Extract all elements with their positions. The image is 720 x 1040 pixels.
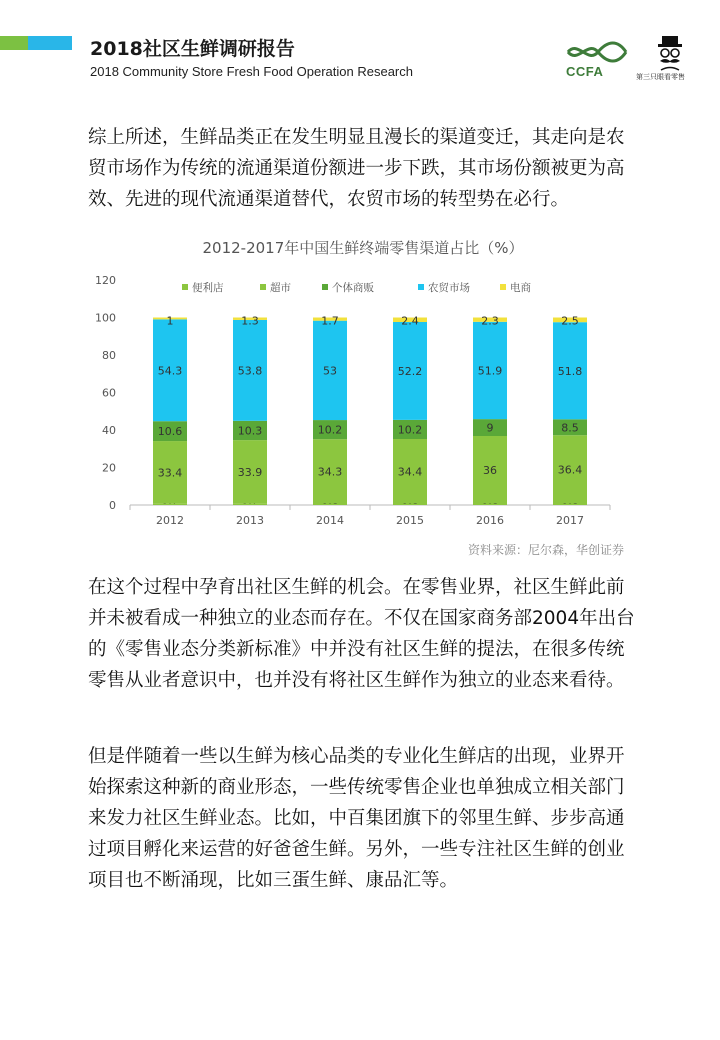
y-tick-label: 0 <box>109 499 116 512</box>
data-label: 10.2 <box>397 423 423 437</box>
y-tick-label: 80 <box>102 349 116 362</box>
data-label: 10.2 <box>317 423 343 437</box>
data-label: 1.7 <box>321 314 339 328</box>
legend-swatch <box>418 284 424 290</box>
header-accent-blue <box>28 36 72 50</box>
legend-label: 个体商贩 <box>332 282 374 294</box>
legend-label: 超市 <box>270 282 291 294</box>
paragraph-opportunity: 在这个过程中孕育出社区生鲜的机会。在零售业界，社区生鲜此前并未被看成一种独立的业态而存在。不仅在国家商务部2004年出台的《零售业态分类新标准》中并没有社区生鲜的提法，在很多传统零售从业者意识中，也并没有将社区生鲜作为独立的业态来看待。 <box>88 577 635 691</box>
data-label: 51.8 <box>557 364 583 378</box>
data-label: 1 <box>166 314 174 328</box>
x-tick-label: 2012 <box>156 514 184 527</box>
data-label: 10.6 <box>157 425 183 439</box>
mustache-man-logo-icon <box>650 34 690 72</box>
legend-label: 电商 <box>510 282 531 294</box>
header-accent-green <box>0 36 28 50</box>
data-label: 36.4 <box>557 463 583 477</box>
legend-swatch <box>500 284 506 290</box>
y-tick-label: 100 <box>95 311 116 325</box>
data-label: 53.8 <box>237 364 263 378</box>
data-label: 2.3 <box>481 314 499 328</box>
data-label: 54.3 <box>157 364 183 378</box>
paragraph-summary: 综上所述，生鲜品类正在发生明显且漫长的渠道变迁，其走向是农贸市场作为传统的流通渠道份额进一步下跌，其市场份额被更为高效、先进的现代流通渠道替代，农贸市场的转型势在必行。 <box>88 127 625 210</box>
x-tick-label: 2016 <box>476 514 504 527</box>
data-label: 1.3 <box>241 314 259 328</box>
data-label: 34.3 <box>317 465 343 479</box>
x-tick-label: 2014 <box>316 514 344 527</box>
x-tick-label: 2017 <box>556 514 584 527</box>
chart-title: 2012-2017年中国生鲜终端零售渠道占比（%） <box>202 239 524 257</box>
data-label: 33.9 <box>237 465 263 479</box>
y-tick-label: 120 <box>95 274 116 287</box>
data-label: 34.4 <box>397 465 423 479</box>
data-label: 51.9 <box>477 364 503 378</box>
channel-share-chart <box>90 228 636 568</box>
legend-label: 便利店 <box>192 282 224 294</box>
data-label: 36 <box>483 463 497 477</box>
data-label: 2.5 <box>561 314 579 328</box>
chart-source: 资料来源：尼尔森，华创证券 <box>467 543 624 557</box>
report-subtitle: 2018 Community Store Fresh Food Operation Research <box>90 64 413 79</box>
legend-label: 农贸市场 <box>428 282 470 294</box>
y-tick-label: 40 <box>102 424 116 437</box>
data-label: 10.3 <box>237 424 263 438</box>
x-tick-label: 2015 <box>396 514 424 527</box>
x-tick-label: 2013 <box>236 514 264 527</box>
y-tick-label: 60 <box>102 386 116 400</box>
y-tick-label: 20 <box>102 461 116 475</box>
data-label: 53 <box>323 364 337 378</box>
data-label: 52.2 <box>397 364 423 378</box>
data-label: 33.4 <box>157 466 183 480</box>
data-label: 9 <box>486 421 494 435</box>
ccfa-logo-text: CCFA <box>566 64 604 79</box>
data-label: 8.5 <box>561 421 579 435</box>
legend-swatch <box>260 284 266 290</box>
data-label: 2.4 <box>401 314 419 328</box>
legend-swatch <box>182 284 188 290</box>
report-title: 2018社区生鲜调研报告 <box>90 38 295 60</box>
legend-swatch <box>322 284 328 290</box>
paragraph-industry-trend: 但是伴随着一些以生鲜为核心品类的专业化生鲜店的出现，业界开始探索这种新的商业形态，一些传统零售企业也单独成立相关部门来发力社区生鲜业态。比如，中百集团旗下的邻里生鲜、步步高通过项目孵化来运营的好爸爸生鲜。另外，一些专注社区生鲜的创业项目也不断涌现，比如三蛋生鲜、康品汇等。 <box>88 746 625 891</box>
secondary-logo-text: 第三只眼看零售 <box>636 73 685 81</box>
